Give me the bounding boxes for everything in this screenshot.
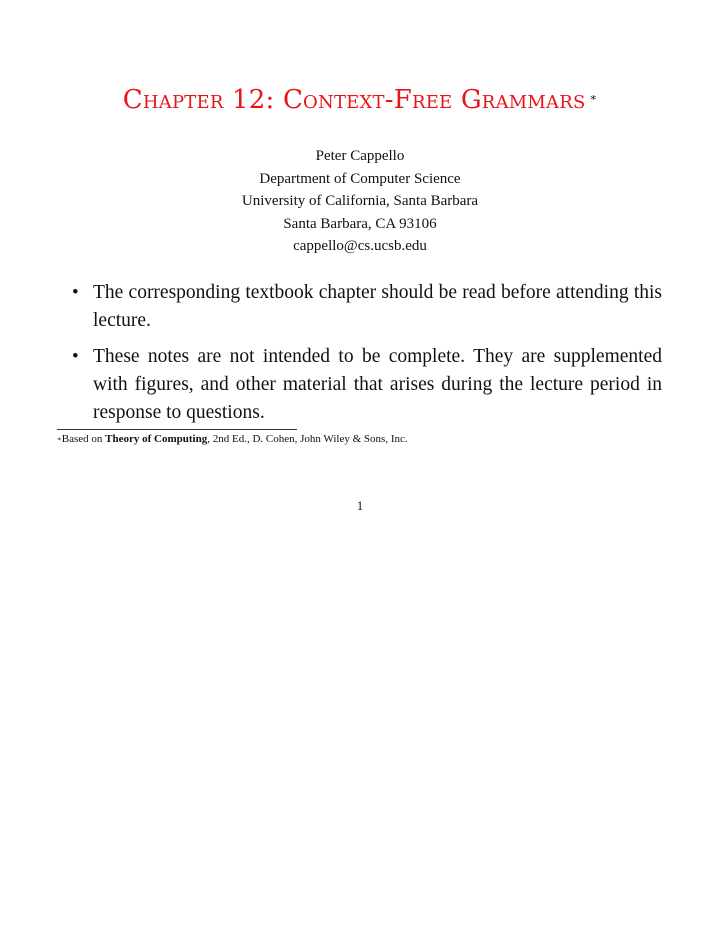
footnote — [57, 432, 408, 446]
author-department: Department of Computer Science — [259, 170, 461, 187]
author-email: cappello@cs.ucsb.edu — [293, 238, 427, 254]
bullet-text: These notes are not intended to be complete. They are supplemented with figures, and other material that arises during the lecture period in response to questions. — [93, 346, 662, 423]
footnote-book-title: Theory of Computing — [105, 433, 208, 445]
author-name: Peter Cappello — [315, 148, 405, 164]
author-address: Santa Barbara, CA 93106 — [283, 215, 437, 232]
footnote-marker: ∗ — [57, 435, 62, 443]
bullet-icon: • — [72, 346, 79, 367]
title-footnote-marker: ∗ — [589, 91, 598, 104]
author-university: University of California, Santa Barbara — [241, 193, 479, 209]
bullet-list — [72, 279, 662, 435]
bullet-text: The corresponding textbook chapter should be read before attending this lecture. — [93, 282, 662, 331]
author-block — [0, 145, 720, 258]
chapter-title — [0, 84, 720, 116]
bullet-item — [72, 279, 662, 335]
bullet-icon: • — [72, 282, 79, 303]
chapter-title-text: Chapter 12: Context-Free Grammars — [122, 85, 586, 115]
footnote-prefix: Based on — [61, 433, 106, 445]
footnote-suffix: , 2nd Ed., D. Cohen, John Wiley & Sons, Inc. — [207, 433, 408, 445]
page-number: 1 — [356, 498, 364, 513]
footnote-divider — [57, 429, 297, 430]
bullet-item — [72, 343, 662, 427]
